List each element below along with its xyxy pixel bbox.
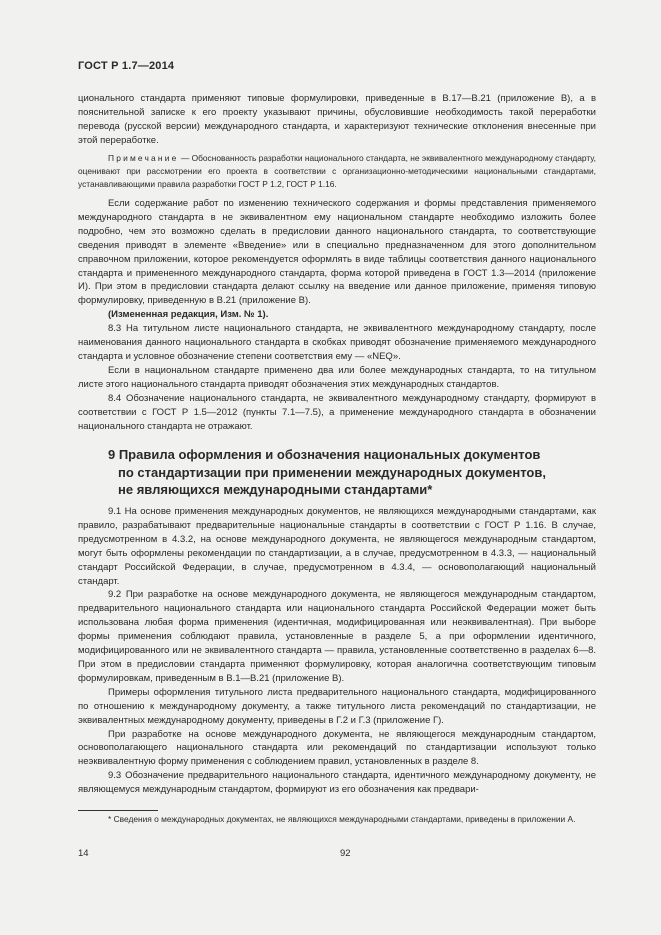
paragraph-9-1: 9.1 На основе применения международных документов, не являющихся международными стандартами, как правило, разрабатывают предварительные национальные стандарты в соответствии с ГОСТ Р 1.16. В случае, предусмотренном в 4.3.2, на основе международного документа, не являющегося международным стандартом, могут быть оформлены рекомендации по стандартизации, а в случае, предусмотренном в 4.3.3, — национальный стандарт Российской Федерации, в случае, предусмотренном в 4.3.4, — основополагающий национальный стандарт.: [78, 506, 596, 587]
paragraph: ционального стандарта применяют типовые формулировки, приведенные в В.17—В.21 (приложение В), а в пояснительной записке к его проекту указывают причины, обусловившие необходимость такой переработки перевода (русской версии) международного стандарта, и характеризуют технические отклонения внесенные при этой переработке.: [78, 93, 596, 146]
paragraph: Примеры оформления титульного листа предварительного национального стандарта, модифицированного по отношению к международному документу, а также титульного листа рекомендаций по стандартизации, не эквивалентных международному документу, приведены в Г.2 и Г.3 (приложение Г).: [78, 686, 596, 726]
page-number-left: 14: [78, 848, 89, 859]
footnote-separator: [78, 810, 158, 811]
intro-body: [78, 197, 596, 433]
paragraph-9-2: 9.2 При разработке на основе международного документа, не являющегося международным стандартом, предварительного национального стандарта или национального стандарта Российской Федерации может быть использована любая форма применения (идентичная, модифицированная или неэквивалентная). При выборе формы применения соблюдают правила, установленные в разделе 5, а при оформлении идентичного, модифицированного или не эквивалентного стандарта — правила, установленные соответственно в разделах 6—8. При этом в предисловии стандарта применяют формулировку, которая аналогична соответствующим типовым формулировкам, приведенным в В.1—В.21 (приложение В).: [78, 589, 596, 684]
intro-continuation: [78, 92, 596, 148]
footnote: * Сведения о международных документах, не являющихся международными стандартами, приведены в приложении А.: [108, 814, 576, 824]
paragraph: Если в национальном стандарте применено два или более международных стандарта, то на титульном листе этого национального стандарта приводят обозначения этих международных стандартов.: [78, 364, 596, 390]
note-paragraph: [78, 152, 596, 190]
edit-note: (Измененная редакция, Изм. № 1).: [108, 309, 269, 321]
section-9-title: 9 Правила оформления и обозначения национальных документов по стандартизации при применении международных документов, не являющихся международными стандартами*: [108, 447, 546, 498]
document-header: ГОСТ Р 1.7—2014: [78, 60, 175, 72]
section-9-body: [78, 505, 596, 797]
note-text: — Обоснованность разработки национального стандарта, не эквивалентного международному стандарту, оценивают при рассмотрении его проекта в соответствии с организационно-методическими национальными стандартами, устанавливающими правила разработки ГОСТ Р 1.2, ГОСТ Р 1.16.: [78, 153, 596, 189]
note-block: [78, 152, 596, 190]
note-label: Примечание: [108, 153, 179, 163]
paragraph: Если содержание работ по изменению технического содержания и формы представления применяемого международного стандарта в не эквивалентном ему национальном стандарте необходимо изложить более подробно, чем это возможно сделать в предисловии данного национального стандарта, то соответствующие сведения приводят в элементе «Введение» или в специально предназначенном для этого дополнительном справочном приложении, которое рекомендуется оформлять в виде таблицы соответствия данного национального стандарта и примененного международного стандарта, форма которой приведена в ГОСТ 1.3—2014 (приложение И). При этом в предисловии стандарта делают ссылку на введение или данное приложение, применяя типовую формулировку, приведенную в В.21 (приложение В).: [78, 198, 596, 307]
page-number-center: 92: [340, 848, 351, 859]
paragraph-9-3: 9.3 Обозначение предварительного национального стандарта, идентичного международному документу, не являющемуся международным стандартом, формируют из его обозначения как предвари-: [78, 770, 596, 796]
paragraph: При разработке на основе международного документа, не являющегося международным стандартом, основополагающего национального стандарта или рекомендаций по стандартизации используют только неэквивалентную форму применения с соблюдением правил, установленных в разделе 8.: [78, 728, 596, 768]
paragraph-8-3: 8.3 На титульном листе национального стандарта, не эквивалентного международному стандарту, после наименования данного национального стандарта в скобках приводят обозначение применяемого международного стандарта и условное обозначение степени соответствия ему — «NEQ».: [78, 323, 596, 362]
paragraph-8-4: 8.4 Обозначение национального стандарта, не эквивалентного международному стандарту, формируют в соответствии с ГОСТ Р 1.5—2012 (пункты 7.1—7.5), а применение международного стандарта в обозначении национального стандарта не отражают.: [78, 392, 596, 432]
